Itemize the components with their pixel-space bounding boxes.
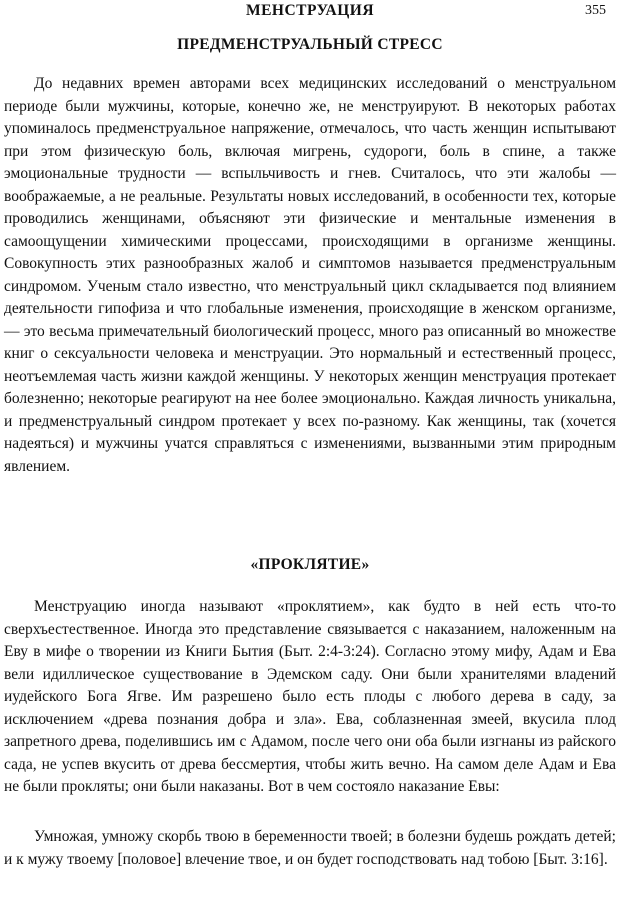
quotation-paragraph: Умножая, умножу скорбь твою в беременности твоей; в болезни будешь рождать детей; и к мужу твоему [половое] влечение твое, и он будет господствовать над тобою [Быт. 3:16]. <box>4 828 616 868</box>
page-number: 355 <box>585 3 606 18</box>
section-heading-premenstrual-stress: ПРЕДМЕНСТРУАЛЬНЫЙ СТРЕСС <box>177 36 443 53</box>
section-heading-curse: «ПРОКЛЯТИЕ» <box>250 556 370 573</box>
running-title: МЕНСТРУАЦИЯ <box>245 2 375 19</box>
paragraph: Менструацию иногда называют «проклятием», как будто в ней есть что-то сверхъестественное. Иногда это представление связывается с наказанием, наложенным на Еву в мифе о творении из Книги Бытия (Быт. 2:4-3:24). Согласно этому мифу, Адам и Ева вели идиллическое существование в Эдемском саду. Они были хранителями владений иудейского Бога Ягве. Им разрешено было есть плоды с любого дерева в саду, за исключением «древа познания добра и зла». Ева, соблазненная змеей, вкусила плод запретного древа, поделившись им с Адамом, после чего они оба были изгнаны из райского сада, не успев вкусить от древа бессмертия, чтобы жить вечно. На самом деле Адам и Ева не были прокляты; они были наказаны. Вот в чем состояло наказание Евы: <box>4 598 616 795</box>
paragraph: До недавних времен авторами всех медицинских исследований о менструальном периоде были мужчины, которые, конечно же, не менструируют. В некоторых работах упоминалось предменструальное напряжение, отмечалось, что часть женщин испытывают при этом физическую боль, включая мигрень, судороги, боль в спине, а также эмоциональные трудности — вспыльчивость и гнев. Считалось, что эти жалобы — воображаемые, а не реальные. Результаты новых исследований, в особенности тех, которые проводились женщинами, объясняют эти физические и ментальные изменения в самоощущении химическими процессами, происходящими в организме женщины. Совокупность этих разнообразных жалоб и симптомов называется предменструальным синдромом. Ученым стало известно, что менструальный цикл складывается под влиянием деятельности гипофиза и что глобальные изменения, происходящие в женском организме, — это весьма примечательный биологический процесс, много раз описанный во множестве книг о сексуальности человека и менструации. Это нормальный и естественный процесс, неотъемлемая часть жизни каждой женщины. У некоторых женщин менструация протекает болезненно; некоторые реагируют на нее более эмоционально. Каждая личность уникальна, и предменструальный синдром протекает у всех по-разному. Как женщины, так (хочется надеяться) и мужчины учатся справляться с изменениями, вызванными этим природным явлением. <box>4 75 616 475</box>
running-header <box>0 2 620 24</box>
